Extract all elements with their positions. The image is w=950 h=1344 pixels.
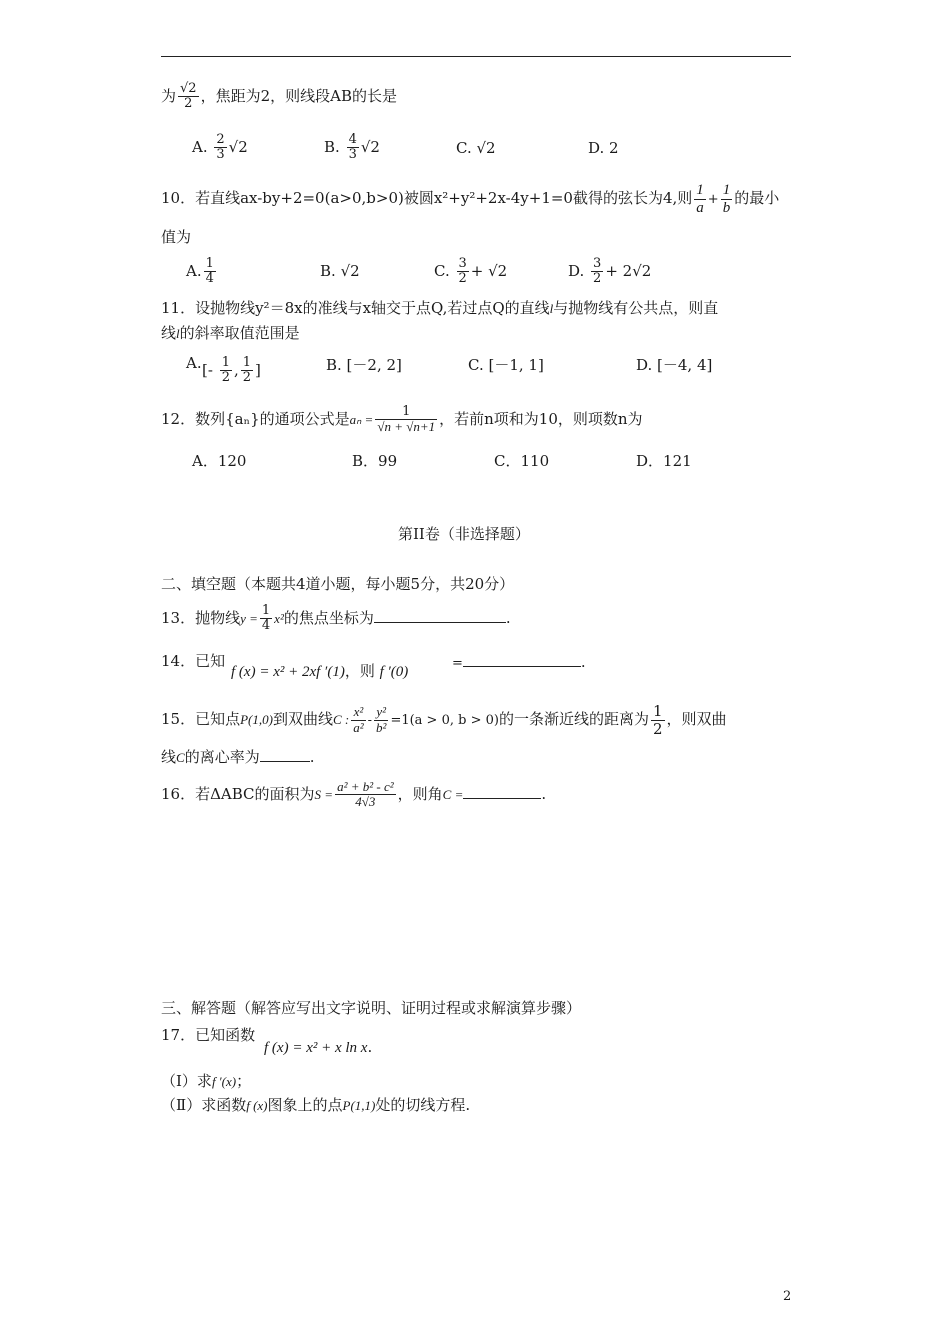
section-2-title: 第II卷（非选择题） bbox=[398, 525, 530, 543]
q14: 14．已知 bbox=[161, 652, 226, 670]
q10-option-a: A. $\frac{1}{4}$ bbox=[186, 256, 214, 287]
q10-line2: 值为 bbox=[161, 228, 192, 246]
q13: 13．抛物线y = $\frac{1}{4}$ x²的焦点坐标为 . bbox=[161, 603, 511, 634]
q11-option-a: A. bbox=[186, 354, 202, 372]
q16: 16．若ΔABC的面积为S = $\frac{\text{a² + b² - c²}}{4√3}$ ，则角C = . bbox=[161, 779, 547, 810]
q15: 15．已知点P(1,0)到双曲线C : $\frac{\text{x²}}{\text{a²}}$ - $\frac{\text{y²}}{\text{b²}}$ =1(a > 0, b > 0)的一条渐近线的距离为 $\frac{1}{2}$ ，则双曲 bbox=[161, 702, 727, 738]
q13-answer-blank[interactable] bbox=[374, 610, 506, 623]
q12-stem: 12．数列{aₙ}的通项公式是aₙ = $\frac{1}{√n + √n+1}$ ，若前n项和为10，则项数n为 bbox=[161, 404, 643, 435]
q9-stem bbox=[161, 82, 397, 112]
q11-option-a-interval: [- $\frac{1}{2}$ , $\frac{1}{2}$ ] bbox=[202, 355, 261, 386]
q15-line2: 线C的离心率为 . bbox=[161, 748, 315, 766]
q10-option-b: B. √2 bbox=[320, 262, 360, 280]
q15-answer-blank[interactable] bbox=[260, 749, 310, 762]
q10-option-c: C. $\frac{3}{2}$ + √2 bbox=[434, 256, 508, 287]
q17-sub-2: （Ⅱ）求函数f (x)图象上的点P(1,1)处的切线方程. bbox=[161, 1096, 471, 1114]
q9-option-b: B. $\frac{4}{3}$ √2 bbox=[324, 132, 380, 163]
q16-answer-blank[interactable] bbox=[463, 786, 541, 799]
q9-tail: ，焦距为2，则线段AB的长是 bbox=[200, 86, 397, 105]
q12-option-d: D．121 bbox=[636, 452, 692, 470]
part-2-heading: 二、填空题（本题共4道小题，每小题5分，共20分） bbox=[161, 575, 515, 593]
q17-sub-1: （Ⅰ）求f ′(x)； bbox=[161, 1072, 252, 1090]
q11-option-c: C. [－1, 1] bbox=[468, 356, 544, 374]
q14-expr: f (x) = x² + 2xf ′(1)，则 f ′(0) bbox=[231, 662, 409, 680]
q9-option-d: D. 2 bbox=[588, 139, 619, 157]
q11-stem: 11．设抛物线y²＝8x的准线与x轴交于点Q,若过点Q的直线l与抛物线有公共点，则直 bbox=[161, 299, 719, 317]
q10-stem: 10．若直线ax-by+2=0(a>0,b>0)被圆x²+y²+2x-4y+1=0截得的弦长为4,则 $\frac{1}{a}$ + $\frac{1}{b}$ 的最小 bbox=[161, 182, 780, 216]
q12-option-c: C．110 bbox=[494, 452, 550, 470]
q14-answer: = . bbox=[452, 653, 586, 671]
q12-option-b: B．99 bbox=[352, 452, 398, 470]
q17-stem: 17．已知函数 bbox=[161, 1026, 256, 1044]
q17-expr: f (x) = x² + x ln x. bbox=[264, 1038, 373, 1056]
q9-option-c: C. √2 bbox=[456, 139, 496, 157]
page-number: 2 bbox=[783, 1289, 792, 1304]
part-3-heading: 三、解答题（解答应写出文字说明、证明过程或求解演算步骤） bbox=[161, 999, 582, 1017]
q9-option-a: A. $\frac{2}{3}$ √2 bbox=[192, 132, 248, 163]
q9-lead: 为 bbox=[161, 86, 177, 105]
q10-option-d: D. $\frac{3}{2}$ + 2√2 bbox=[568, 256, 652, 287]
q11-line2: 线l的斜率取值范围是 bbox=[161, 324, 300, 342]
header-rule bbox=[161, 56, 791, 57]
q11-option-b: B. [－2, 2] bbox=[326, 356, 402, 374]
q11-option-d: D. [－4, 4] bbox=[636, 356, 713, 374]
q9-fraction: $\frac{√2}{2}$ bbox=[180, 81, 197, 112]
q14-answer-blank[interactable] bbox=[463, 654, 581, 667]
q12-option-a: A．120 bbox=[192, 452, 247, 470]
